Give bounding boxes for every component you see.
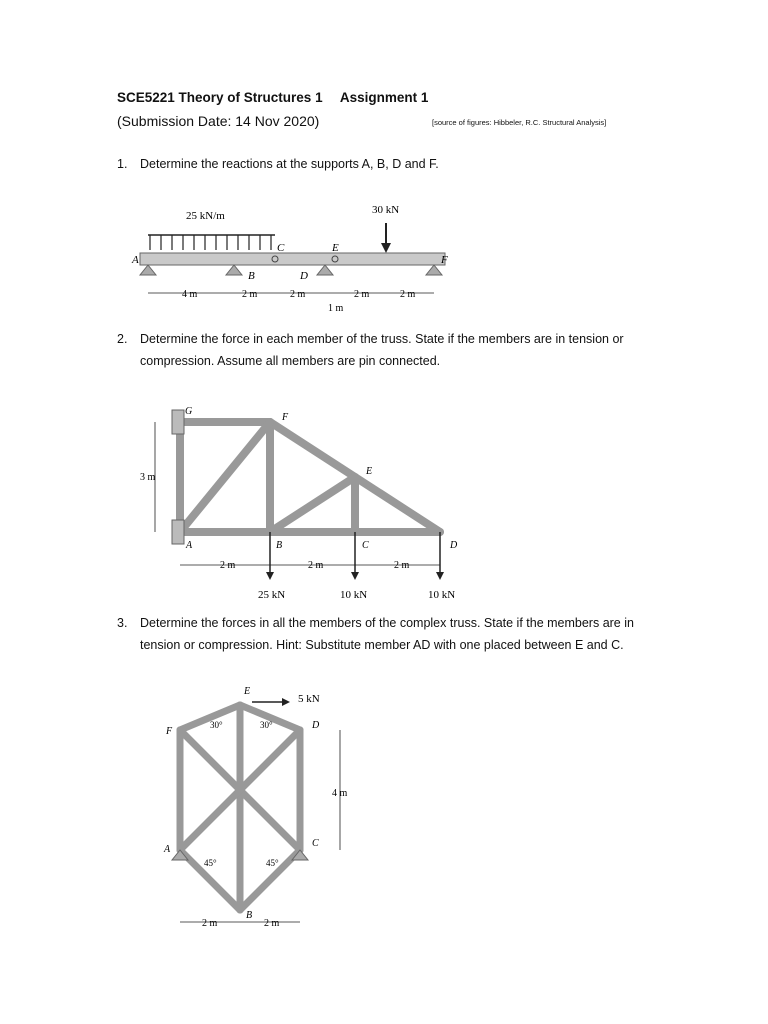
svg-text:D: D	[312, 720, 320, 731]
svg-text:45°: 45°	[266, 858, 279, 868]
question-number: 3.	[117, 616, 128, 630]
dist-load-arrows	[150, 235, 271, 250]
svg-text:1 m: 1 m	[328, 303, 344, 314]
svg-text:4 m: 4 m	[332, 788, 348, 799]
svg-text:45°: 45°	[204, 858, 217, 868]
question-1	[0, 153, 768, 175]
svg-text:2 m: 2 m	[308, 560, 324, 571]
svg-text:2 m: 2 m	[202, 918, 218, 929]
point-load-label: 30 kN	[372, 204, 400, 216]
svg-text:10 kN: 10 kN	[428, 589, 456, 601]
svg-text:2 m: 2 m	[290, 289, 306, 300]
svg-text:2 m: 2 m	[354, 289, 370, 300]
support-a	[172, 520, 184, 544]
figure-source: [source of figures: Hibbeler, R.C. Structural Analysis]	[432, 118, 607, 127]
assignment-label: Assignment 1	[339, 90, 429, 105]
truss-members	[180, 422, 440, 532]
svg-text:A: A	[164, 844, 171, 855]
svg-text:2 m: 2 m	[394, 560, 410, 571]
question-text: Determine the reactions at the supports A, B, D and F.	[140, 157, 439, 171]
support-b	[226, 265, 242, 275]
support-d	[317, 265, 333, 275]
support-a	[140, 265, 156, 275]
svg-text:E: E	[244, 686, 251, 697]
dist-load-label: 25 kN/m	[186, 210, 225, 222]
question-2	[0, 328, 768, 372]
svg-text:D: D	[300, 270, 308, 282]
svg-text:2 m: 2 m	[220, 560, 236, 571]
course-title: SCE5221 Theory of Structures 1	[117, 90, 323, 105]
svg-text:2 m: 2 m	[242, 289, 258, 300]
question-number: 2.	[117, 332, 128, 346]
figure-complex-truss	[160, 680, 370, 930]
svg-text:3 m: 3 m	[140, 472, 156, 483]
question-3	[0, 612, 768, 678]
svg-text:E: E	[332, 242, 339, 254]
svg-text:10 kN: 10 kN	[340, 589, 368, 601]
complex-truss-members	[180, 705, 300, 910]
submission-date: (Submission Date: 14 Nov 2020)	[117, 113, 320, 129]
figure-truss	[130, 400, 470, 610]
svg-text:B: B	[246, 910, 253, 921]
svg-text:B: B	[248, 270, 255, 282]
svg-text:F: F	[282, 412, 289, 423]
svg-text:G: G	[185, 406, 193, 417]
svg-text:30°: 30°	[210, 720, 223, 730]
question-text: Determine the forces in all the members of the complex truss. State if the members are in tension or compression. Hint: Substitute member AD with one placed between E and C.	[140, 616, 634, 652]
svg-text:C: C	[362, 540, 369, 551]
beam	[140, 253, 445, 265]
svg-text:30°: 30°	[260, 720, 273, 730]
svg-text:B: B	[276, 540, 283, 551]
question-text: Determine the force in each member of the truss. State if the members are in tension or compression. Assume all members are pin connected.	[140, 332, 624, 368]
svg-text:2 m: 2 m	[264, 918, 280, 929]
figure-beam	[110, 195, 470, 320]
question-number: 1.	[117, 157, 128, 171]
svg-text:D: D	[450, 540, 458, 551]
svg-text:C: C	[277, 242, 285, 254]
svg-text:A: A	[186, 540, 193, 551]
svg-text:25 kN: 25 kN	[258, 589, 286, 601]
support-g	[172, 410, 184, 434]
support-f	[426, 265, 442, 275]
svg-text:A: A	[132, 254, 139, 266]
svg-text:4 m: 4 m	[182, 289, 198, 300]
svg-text:5 kN: 5 kN	[298, 693, 320, 705]
svg-text:C: C	[312, 838, 319, 849]
svg-text:E: E	[366, 466, 373, 477]
document-title	[117, 90, 442, 105]
load-arrows	[270, 532, 440, 575]
svg-text:F: F	[166, 726, 173, 737]
svg-text:2 m: 2 m	[400, 289, 416, 300]
svg-text:F: F	[441, 254, 448, 266]
